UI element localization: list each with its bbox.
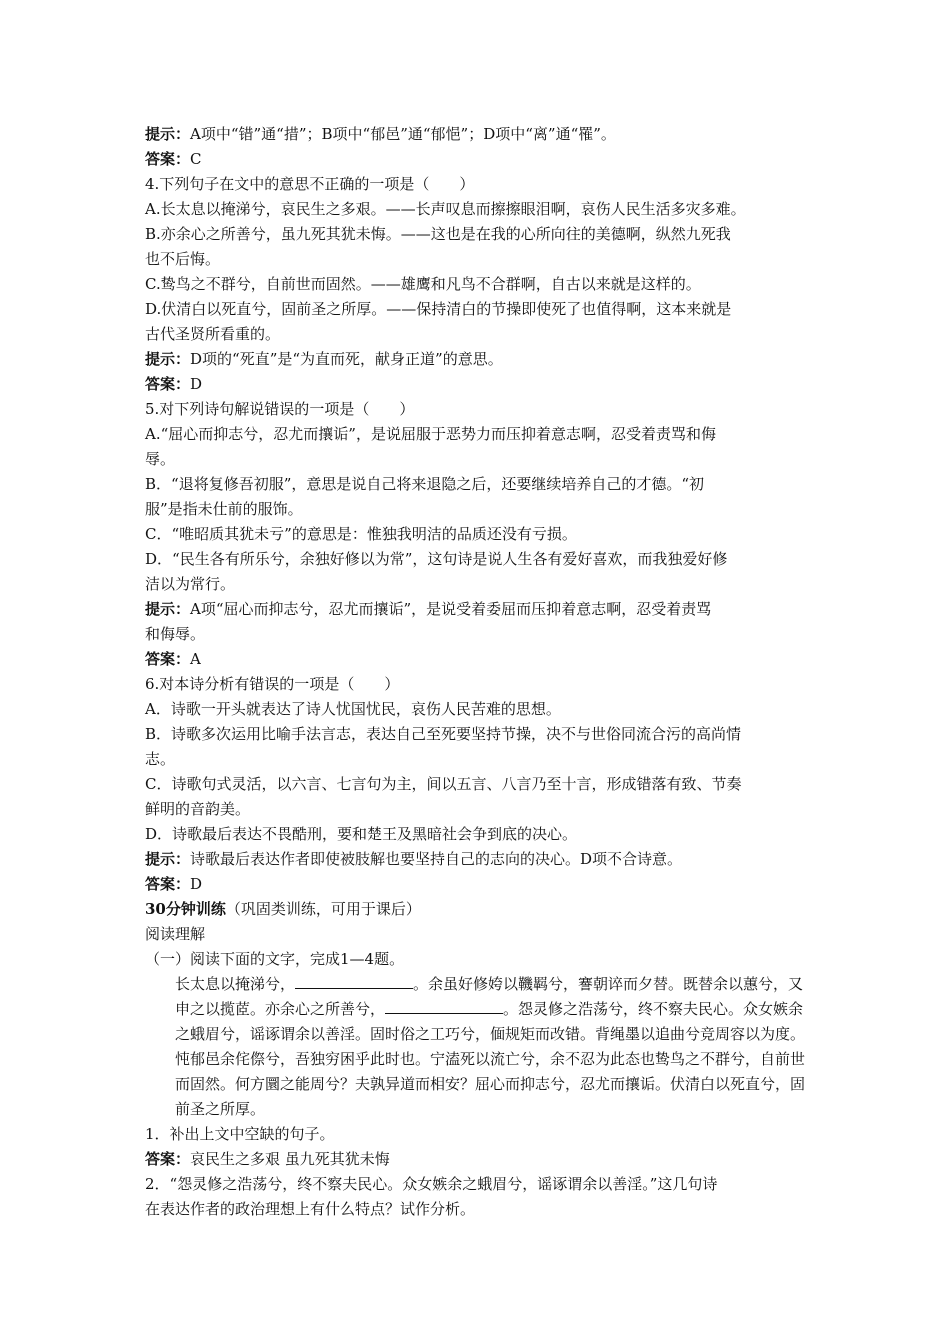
text-line: [145, 372, 817, 397]
text-line: [145, 1147, 817, 1172]
passage-part-3: 。怨灵修之浩荡兮，终不察夫民心。众女嫉余之蛾眉兮，谣诼谓余以善淫。固时俗之工巧兮，偭规矩而改错。背绳墨以追曲兮竞周容以为度。忳郁邑余侘傺兮，吾独穷困乎此时也。宁溘死以流亡兮，余不忍为此态也鸷鸟之不群兮，自前世而固然。何方圜之能周兮？夫孰异道而相安？屈心而抑志兮，忍尤而攘诟。伏清白以死直兮，固前圣之所厚。: [175, 1000, 806, 1118]
text-line: [145, 322, 817, 347]
line-text: 哀民生之多艰 虽九死其犹未悔: [190, 1150, 390, 1168]
text-line: [145, 797, 817, 822]
line-text: 古代圣贤所看重的。: [145, 325, 281, 343]
text-line: [145, 297, 817, 322]
text-line: [145, 1172, 817, 1197]
line-text: C: [190, 150, 202, 168]
line-label: 提示：: [145, 125, 191, 143]
line-text: D: [190, 875, 203, 893]
passage-part-1: 长太息以掩涕兮，: [175, 975, 296, 993]
line-label: 答案：: [145, 875, 191, 893]
text-line: [145, 922, 817, 947]
line-label: 答案：: [145, 375, 191, 393]
text-line: [145, 722, 817, 747]
line-text: D: [190, 375, 203, 393]
text-line: [145, 672, 817, 697]
text-line: [145, 147, 817, 172]
line-text: 服”是指未仕前的服饰。: [145, 500, 303, 518]
text-line: [145, 847, 817, 872]
text-line: [145, 772, 817, 797]
line-text: A．诗歌一开头就表达了诗人忧国忧民，哀伤人民苦难的思想。: [145, 700, 561, 718]
line-text: （巩固类训练，可用于课后）: [225, 900, 421, 918]
text-line: [145, 272, 817, 297]
reading-passage: [145, 972, 817, 1122]
line-label: 提示：: [145, 600, 191, 618]
line-label: 答案：: [145, 150, 191, 168]
text-line: [145, 622, 817, 647]
text-line: [145, 697, 817, 722]
text-line: [145, 747, 817, 772]
fill-blank-1: [295, 972, 413, 989]
line-text: 也不后悔。: [145, 250, 221, 268]
text-line: [145, 397, 817, 422]
text-line: [145, 347, 817, 372]
line-text: 2．“怨灵修之浩荡兮，终不察夫民心。众女嫉余之蛾眉兮，谣诼谓余以善淫。”这几句诗: [145, 1175, 718, 1193]
text-line: [145, 247, 817, 272]
line-text: A.“屈心而抑志兮，忍尤而攘诟”，是说屈服于恶势力而压抑着意志啊，忍受着责骂和侮: [145, 425, 716, 443]
line-text: C.鸷鸟之不群兮，自前世而固然。——雄鹰和凡鸟不合群啊，自古以来就是这样的。: [145, 275, 701, 293]
text-line: [145, 122, 817, 147]
passage-part-2: 。余虽好修姱以鞿羁兮，謇朝谇而夕替。既替余以蕙兮，又申之以揽茝。亦余心之所善兮，: [175, 975, 804, 1018]
line-text: （一）阅读下面的文字，完成1—4题。: [145, 950, 405, 968]
line-text: 辱。: [145, 450, 176, 468]
fill-blank-2: [385, 997, 503, 1014]
line-text: 诗歌最后表达作者即使被肢解也要坚持自己的志向的决心。D项不合诗意。: [190, 850, 683, 868]
document-page: [145, 122, 817, 1222]
text-line: [145, 522, 817, 547]
text-line: [145, 897, 817, 922]
line-text: 阅读理解: [145, 925, 206, 943]
line-text: A项“屈心而抑志兮，忍尤而攘诟”，是说受着委屈而压抑着意志啊，忍受着责骂: [190, 600, 712, 618]
line-text: 鲜明的音韵美。: [145, 800, 251, 818]
line-label: 提示：: [145, 350, 191, 368]
text-line: [145, 222, 817, 247]
line-text: 1．补出上文中空缺的句子。: [145, 1125, 335, 1143]
line-text: 志。: [145, 750, 176, 768]
text-line: [145, 947, 817, 972]
text-line: [145, 1197, 817, 1222]
text-line: [145, 572, 817, 597]
line-label: 答案：: [145, 650, 191, 668]
text-line: [145, 497, 817, 522]
question-block: [145, 122, 817, 972]
text-line: [145, 822, 817, 847]
text-line: [145, 172, 817, 197]
line-text: C．诗歌句式灵活，以六言、七言句为主，间以五言、八言乃至十言，形成错落有致、节奏: [145, 775, 742, 793]
line-label: 提示：: [145, 850, 191, 868]
text-line: [145, 472, 817, 497]
line-text: 5.对下列诗句解说错误的一项是（ ）: [145, 400, 415, 418]
text-line: [145, 647, 817, 672]
line-text: C．“唯昭质其犹未亏”的意思是：惟独我明洁的品质还没有亏损。: [145, 525, 577, 543]
followup-questions: [145, 1122, 817, 1222]
line-text: D项的“死直”是“为直而死，献身正道”的意思。: [190, 350, 503, 368]
text-line: [145, 872, 817, 897]
line-text: 洁以为常行。: [145, 575, 236, 593]
text-line: [145, 547, 817, 572]
line-text: B.亦余心之所善兮，虽九死其犹未悔。——这也是在我的心所向往的美德啊，纵然九死我: [145, 225, 731, 243]
line-text: 4.下列句子在文中的意思不正确的一项是（ ）: [145, 175, 475, 193]
line-label: 30分钟训练: [145, 900, 226, 918]
text-line: [145, 422, 817, 447]
line-text: D．诗歌最后表达不畏酷刑，要和楚王及黑暗社会争到底的决心。: [145, 825, 578, 843]
line-text: B．诗歌多次运用比喻手法言志，表达自己至死要坚持节操，决不与世俗同流合污的高尚情: [145, 725, 742, 743]
line-text: A项中“错”通“措”；B项中“郁邑”通“郁悒”；D项中“离”通“罹”。: [190, 125, 616, 143]
line-label: 答案：: [145, 1150, 191, 1168]
text-line: [145, 447, 817, 472]
line-text: 和侮辱。: [145, 625, 206, 643]
text-line: [145, 1122, 817, 1147]
line-text: A: [190, 650, 201, 668]
line-text: D．“民生各有所乐兮，余独好修以为常”，这句诗是说人生各有爱好喜欢，而我独爱好修: [145, 550, 728, 568]
line-text: A.长太息以掩涕兮，哀民生之多艰。——长声叹息而擦擦眼泪啊，哀伤人民生活多灾多难。: [145, 200, 746, 218]
line-text: B．“退将复修吾初服”，意思是说自己将来退隐之后，还要继续培养自己的才德。“初: [145, 475, 705, 493]
line-text: 6.对本诗分析有错误的一项是（ ）: [145, 675, 400, 693]
line-text: D.伏清白以死直兮，固前圣之所厚。——保持清白的节操即使死了也值得啊，这本来就是: [145, 300, 732, 318]
text-line: [145, 197, 817, 222]
line-text: 在表达作者的政治理想上有什么特点？试作分析。: [145, 1200, 476, 1218]
text-line: [145, 597, 817, 622]
